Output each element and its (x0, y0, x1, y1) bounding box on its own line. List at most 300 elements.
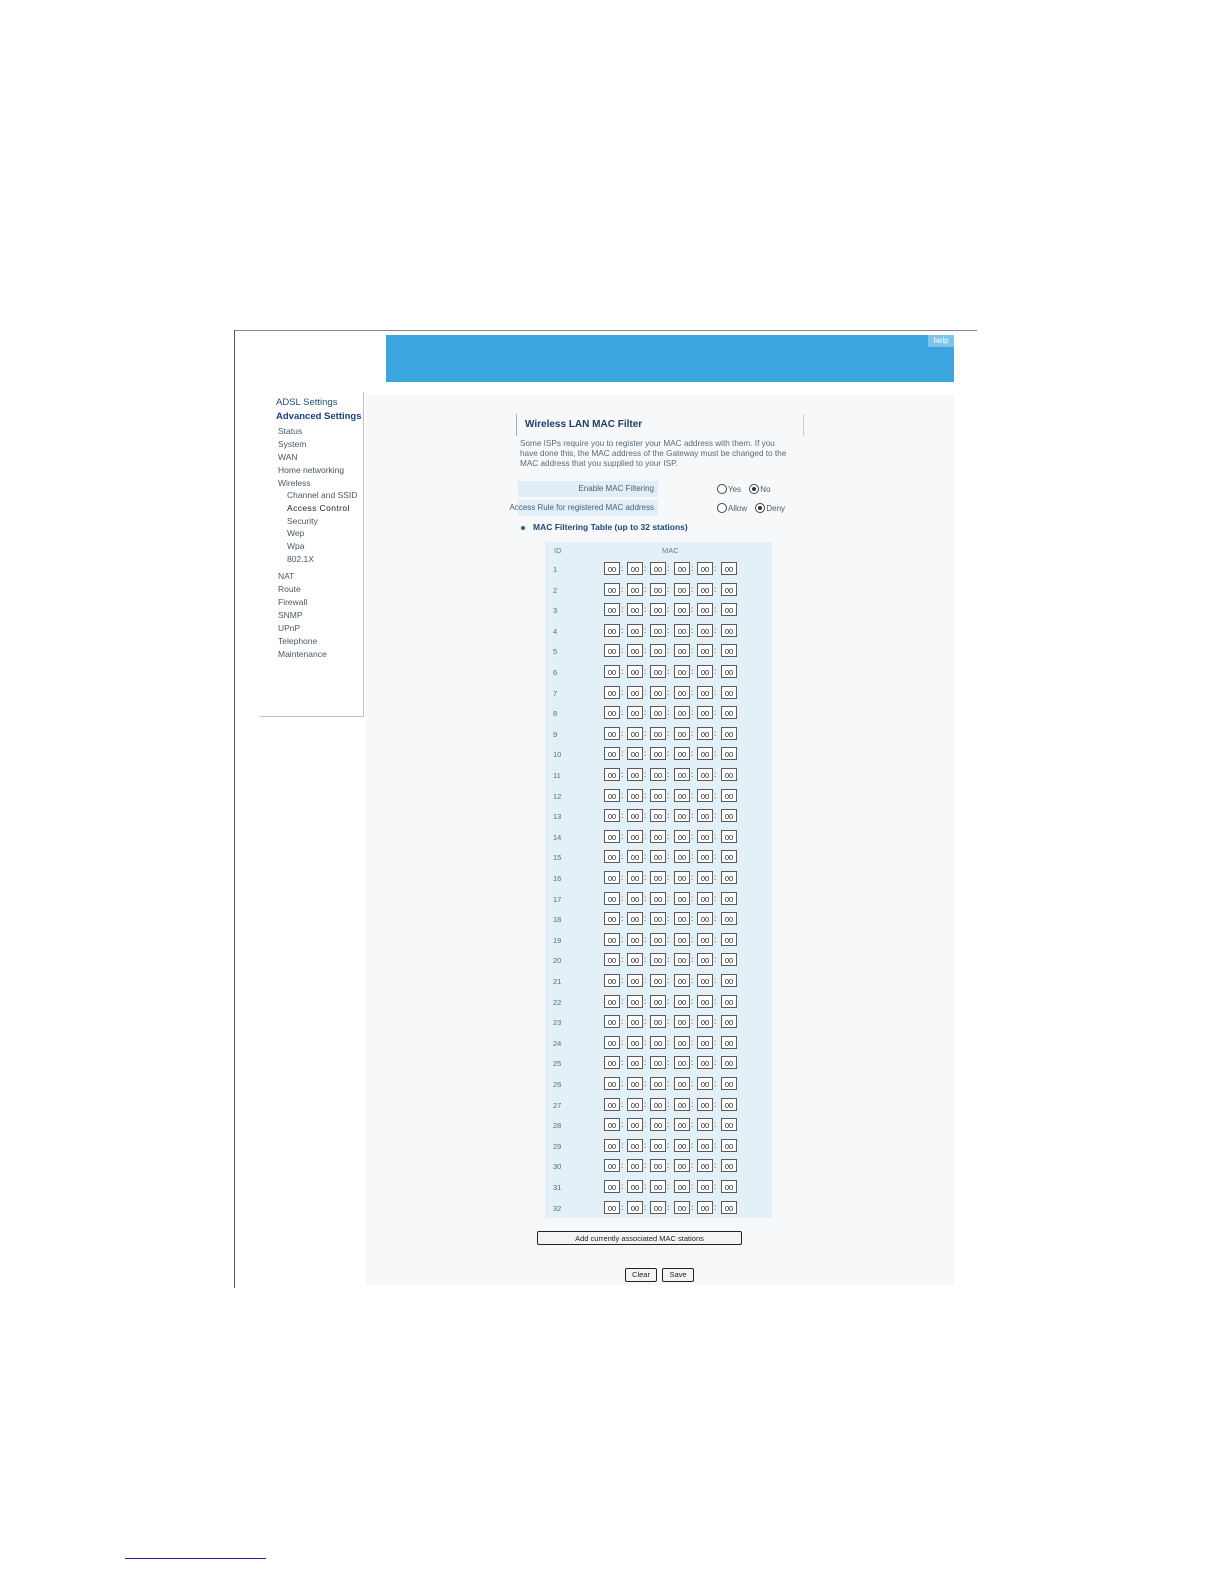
header-banner (386, 335, 954, 382)
mac-octet-input[interactable]: 00 (674, 1036, 690, 1049)
mac-octet-input[interactable]: 00 (650, 830, 666, 843)
mac-octet-input[interactable]: 00 (697, 1077, 713, 1090)
mac-octet-input[interactable]: 00 (674, 686, 690, 699)
nav-subitem-security[interactable]: Security (287, 515, 318, 526)
mac-octet-input[interactable]: 00 (721, 974, 737, 987)
rule-deny-radio[interactable] (755, 503, 765, 513)
mac-octet-input[interactable]: 00 (650, 1015, 666, 1028)
mac-separator: : (691, 1202, 694, 1212)
mac-separator: : (621, 1037, 624, 1047)
mac-separator: : (644, 873, 647, 882)
mac-octet-input[interactable]: 00 (650, 727, 666, 740)
mac-octet-input[interactable]: 00 (627, 665, 643, 678)
nav-adsl-settings[interactable]: ADSL Settings (276, 397, 338, 408)
mac-octet-input[interactable]: 00 (650, 995, 666, 1008)
mac-octet-input[interactable]: 00 (697, 892, 713, 905)
mac-octet-input[interactable]: 00 (627, 727, 643, 740)
mac-separator: : (667, 687, 670, 697)
mac-octet-input[interactable]: 00 (721, 1159, 737, 1172)
mac-octet-input[interactable]: 00 (697, 624, 713, 637)
mac-octet-input[interactable]: 00 (627, 995, 643, 1008)
mac-octet-input[interactable]: 00 (674, 706, 690, 719)
mac-octet-input[interactable]: 00 (674, 768, 690, 781)
mac-table-heading-text: MAC Filtering Table (up to 32 stations) (533, 522, 688, 532)
mac-octet-input[interactable]: 00 (604, 583, 620, 596)
mac-octet-input[interactable]: 00 (627, 953, 643, 966)
mac-row-id: 2 (553, 585, 558, 595)
mac-octet-input[interactable]: 00 (650, 706, 666, 719)
mac-octet-input[interactable]: 00 (627, 644, 643, 657)
mac-separator: : (667, 811, 670, 821)
mac-octet-input[interactable]: 00 (697, 665, 713, 678)
mac-separator: : (714, 955, 717, 965)
mac-separator: : (621, 955, 624, 965)
mac-separator: : (644, 852, 647, 862)
mac-octet-input[interactable]: 00 (604, 1036, 620, 1049)
mac-row-id: 9 (553, 729, 558, 739)
mac-octet-input[interactable]: 00 (604, 603, 620, 616)
bullet-icon (521, 526, 525, 530)
nav-item-system[interactable]: System (278, 438, 307, 449)
mac-octet-input[interactable]: 00 (697, 1036, 713, 1049)
mac-octet-input[interactable]: 00 (604, 665, 620, 678)
mac-octet-input[interactable]: 00 (674, 1118, 690, 1131)
mac-octet-input[interactable]: 00 (604, 1077, 620, 1090)
mac-octet-input[interactable]: 00 (604, 1098, 620, 1111)
mac-octet-input[interactable]: 00 (674, 850, 690, 863)
nav-item-wan[interactable]: WAN (278, 451, 298, 462)
mac-octet-input[interactable]: 00 (674, 953, 690, 966)
mac-octet-input[interactable]: 00 (650, 1098, 666, 1111)
mac-octet-input[interactable]: 00 (627, 1015, 643, 1028)
mac-octet-input[interactable]: 00 (627, 1036, 643, 1049)
mac-octet-input[interactable]: 00 (697, 830, 713, 843)
mac-octet-input[interactable]: 00 (721, 1015, 737, 1028)
mac-octet-input[interactable]: 00 (650, 1159, 666, 1172)
mac-octet-input[interactable]: 00 (721, 706, 737, 719)
mac-separator: : (621, 873, 624, 882)
mac-octet-input[interactable]: 00 (650, 686, 666, 699)
mac-octet-input[interactable]: 00 (674, 1098, 690, 1111)
mac-octet-input[interactable]: 00 (650, 665, 666, 678)
mac-octet-input[interactable]: 00 (674, 933, 690, 946)
help-button[interactable]: help (928, 335, 954, 347)
mac-octet-input[interactable]: 00 (697, 1139, 713, 1152)
mac-octet-input[interactable]: 00 (604, 933, 620, 946)
mac-separator: : (714, 873, 717, 882)
mac-octet-input[interactable]: 00 (604, 995, 620, 1008)
mac-octet-input[interactable]: 00 (650, 1139, 666, 1152)
mac-separator: : (714, 1017, 717, 1027)
mac-row-id: 6 (553, 668, 558, 677)
mac-octet-input[interactable]: 00 (627, 1201, 643, 1214)
mac-octet-input[interactable]: 00 (604, 850, 620, 863)
mac-octet-input[interactable]: 00 (604, 789, 620, 802)
mac-octet-input[interactable]: 00 (697, 871, 713, 884)
nav-item-upnp[interactable]: UPnP (278, 623, 301, 633)
mac-octet-input[interactable]: 00 (627, 892, 643, 905)
mac-octet-input[interactable]: 00 (650, 850, 666, 863)
mac-octet-input[interactable]: 00 (604, 830, 620, 843)
mac-octet-input[interactable]: 00 (650, 747, 666, 760)
mac-octet-input[interactable]: 00 (721, 747, 737, 760)
mac-octet-input[interactable]: 00 (627, 1139, 643, 1152)
mac-octet-input[interactable]: 00 (627, 768, 643, 781)
mac-table-row (545, 662, 772, 683)
mac-octet-input[interactable]: 00 (674, 995, 690, 1008)
mac-row-id: 20 (553, 956, 562, 966)
mac-octet-input[interactable]: 00 (721, 686, 737, 699)
mac-octet-input[interactable]: 00 (650, 1036, 666, 1049)
mac-octet-input[interactable]: 00 (674, 1056, 690, 1069)
mac-separator: : (667, 976, 670, 985)
mac-separator: : (667, 770, 670, 779)
enable-no-radio[interactable] (749, 484, 759, 494)
mac-separator: : (644, 831, 647, 841)
mac-separator: : (667, 1182, 670, 1191)
mac-octet-input[interactable]: 00 (627, 912, 643, 925)
mac-octet-input[interactable]: 00 (650, 1180, 666, 1193)
add-associated-stations-button[interactable]: Add currently associated MAC stations (537, 1231, 742, 1245)
mac-table-row (545, 559, 772, 580)
mac-table-row (545, 847, 772, 868)
nav-item-home-networking[interactable]: Home networking (278, 464, 345, 475)
mac-octet-input[interactable]: 00 (697, 768, 713, 781)
mac-octet-input[interactable]: 00 (697, 974, 713, 987)
mac-octet-input[interactable]: 00 (721, 809, 737, 822)
mac-separator: : (644, 1120, 647, 1130)
mac-octet-input[interactable]: 00 (721, 953, 737, 966)
mac-octet-input[interactable]: 00 (721, 1056, 737, 1069)
mac-separator: : (691, 955, 694, 965)
mac-separator: : (621, 584, 624, 594)
mac-octet-input[interactable]: 00 (697, 747, 713, 760)
mac-octet-input[interactable]: 00 (697, 850, 713, 863)
mac-octet-input[interactable]: 00 (697, 1180, 713, 1193)
mac-octet-input[interactable]: 00 (721, 1180, 737, 1193)
mac-octet-input[interactable]: 00 (627, 809, 643, 822)
mac-octet-input[interactable]: 00 (721, 1098, 737, 1111)
mac-octet-input[interactable]: 00 (674, 1159, 690, 1172)
mac-octet-input[interactable]: 00 (721, 1036, 737, 1049)
mac-octet-input[interactable]: 00 (674, 912, 690, 925)
mac-octet-input[interactable]: 00 (697, 789, 713, 802)
mac-octet-input[interactable]: 00 (697, 706, 713, 719)
mac-separator: : (621, 1182, 624, 1191)
mac-octet-input[interactable]: 00 (604, 809, 620, 822)
mac-octet-input[interactable]: 00 (721, 583, 737, 596)
mac-octet-input[interactable]: 00 (650, 624, 666, 637)
save-button[interactable]: Save (662, 1268, 694, 1282)
mac-separator: : (644, 1037, 647, 1047)
mac-octet-input[interactable]: 00 (721, 644, 737, 657)
mac-octet-input[interactable]: 00 (674, 727, 690, 740)
mac-separator: : (667, 790, 670, 800)
mac-octet-input[interactable]: 00 (604, 562, 620, 575)
clear-button[interactable]: Clear (625, 1268, 657, 1282)
nav-item-telephone[interactable]: Telephone (278, 636, 318, 646)
mac-octet-input[interactable]: 00 (721, 871, 737, 884)
mac-octet-input[interactable]: 00 (604, 871, 620, 884)
mac-octet-input[interactable]: 00 (697, 933, 713, 946)
mac-octet-input[interactable]: 00 (627, 686, 643, 699)
mac-octet-input[interactable]: 00 (674, 1077, 690, 1090)
mac-octet-input[interactable]: 00 (674, 624, 690, 637)
mac-octet-input[interactable]: 00 (721, 727, 737, 740)
mac-octet-input[interactable]: 00 (604, 1180, 620, 1193)
mac-table-row (545, 1033, 772, 1054)
screenshot-frame-left (234, 330, 235, 1288)
nav-advanced-settings[interactable]: Advanced Settings (276, 411, 362, 422)
mac-row-id: 16 (553, 874, 562, 883)
mac-octet-input[interactable]: 00 (721, 1201, 737, 1214)
mac-octet-input[interactable]: 00 (674, 603, 690, 616)
mac-octet-input[interactable]: 00 (697, 583, 713, 596)
mac-octet-input[interactable]: 00 (650, 1118, 666, 1131)
mac-octet-input[interactable]: 00 (674, 830, 690, 843)
mac-octet-input[interactable]: 00 (627, 1159, 643, 1172)
mac-separator: : (667, 1017, 670, 1027)
mac-separator: : (691, 584, 694, 594)
mac-octet-input[interactable]: 00 (604, 686, 620, 699)
mac-separator: : (644, 564, 647, 573)
nav-item-nat[interactable]: NAT (278, 571, 295, 581)
mac-separator: : (691, 934, 694, 944)
mac-separator: : (691, 976, 694, 985)
mac-octet-input[interactable]: 00 (674, 1180, 690, 1193)
mac-octet-input[interactable]: 00 (604, 1118, 620, 1131)
mac-octet-input[interactable]: 00 (721, 562, 737, 575)
mac-octet-input[interactable]: 00 (674, 583, 690, 596)
mac-separator: : (667, 934, 670, 944)
mac-separator: : (644, 976, 647, 985)
mac-table-row (545, 786, 772, 807)
mac-octet-input[interactable]: 00 (604, 747, 620, 760)
mac-octet-input[interactable]: 00 (721, 665, 737, 678)
mac-octet-input[interactable]: 00 (697, 912, 713, 925)
mac-octet-input[interactable]: 00 (604, 1159, 620, 1172)
mac-octet-input[interactable]: 00 (650, 644, 666, 657)
mac-octet-input[interactable]: 00 (721, 892, 737, 905)
mac-separator: : (644, 996, 647, 1006)
mac-separator: : (714, 976, 717, 985)
mac-octet-input[interactable]: 00 (721, 830, 737, 843)
nav-item-maintenance[interactable]: Maintenance (278, 649, 327, 659)
mac-separator: : (621, 1017, 624, 1027)
mac-octet-input[interactable]: 00 (604, 727, 620, 740)
mac-octet-input[interactable]: 00 (627, 1077, 643, 1090)
mac-octet-input[interactable]: 00 (721, 995, 737, 1008)
mac-octet-input[interactable]: 00 (604, 912, 620, 925)
mac-octet-input[interactable]: 00 (604, 974, 620, 987)
mac-octet-input[interactable]: 00 (604, 1015, 620, 1028)
mac-octet-input[interactable]: 00 (674, 789, 690, 802)
mac-octet-input[interactable]: 00 (697, 644, 713, 657)
mac-separator: : (691, 646, 694, 656)
nav-item-route[interactable]: Route (278, 584, 301, 594)
mac-octet-input[interactable]: 00 (674, 974, 690, 987)
mac-octet-input[interactable]: 00 (721, 933, 737, 946)
access-rule-label: Access Rule for registered MAC address (509, 503, 654, 512)
rule-deny-label: Deny (766, 503, 786, 513)
mac-octet-input[interactable]: 00 (674, 1201, 690, 1214)
mac-row-id: 30 (553, 1162, 562, 1172)
nav-subitem-channel-and-ssid[interactable]: Channel and SSID (287, 490, 358, 500)
mac-octet-input[interactable]: 00 (604, 644, 620, 657)
mac-separator: : (691, 811, 694, 821)
mac-octet-input[interactable]: 00 (604, 892, 620, 905)
mac-octet-input[interactable]: 00 (627, 706, 643, 719)
mac-octet-input[interactable]: 00 (697, 1159, 713, 1172)
mac-separator: : (644, 811, 647, 821)
mac-octet-input[interactable]: 00 (697, 1056, 713, 1069)
mac-octet-input[interactable]: 00 (674, 809, 690, 822)
mac-octet-input[interactable]: 00 (674, 871, 690, 884)
nav-subitem-access-control[interactable]: Access Control (287, 502, 350, 513)
mac-octet-input[interactable]: 00 (650, 562, 666, 575)
mac-octet-input[interactable]: 00 (650, 892, 666, 905)
mac-octet-input[interactable]: 00 (627, 562, 643, 575)
mac-octet-input[interactable]: 00 (627, 850, 643, 863)
mac-separator: : (644, 584, 647, 594)
mac-separator: : (621, 893, 624, 903)
mac-octet-input[interactable]: 00 (697, 1098, 713, 1111)
mac-separator: : (714, 770, 717, 779)
mac-separator: : (667, 1037, 670, 1047)
mac-octet-input[interactable]: 00 (650, 1201, 666, 1214)
mac-octet-input[interactable]: 00 (721, 1077, 737, 1090)
mac-separator: : (621, 564, 624, 573)
mac-separator: : (691, 770, 694, 779)
mac-separator: : (691, 1182, 694, 1191)
mac-octet-input[interactable]: 00 (650, 768, 666, 781)
mac-octet-input[interactable]: 00 (650, 809, 666, 822)
mac-octet-input[interactable]: 00 (604, 1201, 620, 1214)
mac-separator: : (714, 852, 717, 862)
nav-subitem-802-1x[interactable]: 802.1X (287, 554, 314, 564)
nav-subitem-wpa[interactable]: Wpa (287, 541, 305, 552)
mac-octet-input[interactable]: 00 (650, 953, 666, 966)
mac-octet-input[interactable]: 00 (697, 953, 713, 966)
mac-row-id: 26 (553, 1080, 562, 1089)
mac-octet-input[interactable]: 00 (697, 1201, 713, 1214)
mac-octet-input[interactable]: 00 (604, 624, 620, 637)
mac-separator: : (621, 625, 624, 635)
nav-item-status[interactable]: Status (278, 426, 303, 436)
mac-separator: : (644, 1099, 647, 1109)
mac-separator: : (691, 1079, 694, 1088)
mac-row-id: 12 (553, 791, 562, 801)
mac-separator: : (667, 1202, 670, 1212)
enable-yes-radio[interactable] (717, 484, 727, 494)
mac-octet-input[interactable]: 00 (697, 809, 713, 822)
mac-octet-input[interactable]: 00 (650, 974, 666, 987)
mac-octet-input[interactable]: 00 (674, 562, 690, 575)
mac-octet-input[interactable]: 00 (650, 912, 666, 925)
mac-octet-input[interactable]: 00 (674, 665, 690, 678)
mac-octet-input[interactable]: 00 (627, 1098, 643, 1111)
mac-octet-input[interactable]: 00 (721, 624, 737, 637)
mac-octet-input[interactable]: 00 (627, 1180, 643, 1193)
mac-octet-input[interactable]: 00 (697, 686, 713, 699)
mac-octet-input[interactable]: 00 (674, 644, 690, 657)
mac-separator: : (714, 708, 717, 718)
mac-octet-input[interactable]: 00 (721, 912, 737, 925)
mac-octet-input[interactable]: 00 (627, 1056, 643, 1069)
mac-octet-input[interactable]: 00 (627, 1118, 643, 1131)
mac-octet-input[interactable]: 00 (697, 1118, 713, 1131)
mac-octet-input[interactable]: 00 (650, 1056, 666, 1069)
mac-octet-input[interactable]: 00 (697, 727, 713, 740)
mac-separator: : (621, 1202, 624, 1212)
mac-separator: : (667, 1079, 670, 1088)
rule-allow-radio[interactable] (717, 503, 727, 513)
mac-octet-input[interactable]: 00 (721, 768, 737, 781)
mac-octet-input[interactable]: 00 (650, 603, 666, 616)
mac-octet-input[interactable]: 00 (604, 768, 620, 781)
mac-octet-input[interactable]: 00 (627, 830, 643, 843)
mac-octet-input[interactable]: 00 (721, 850, 737, 863)
mac-octet-input[interactable]: 00 (627, 871, 643, 884)
nav-subitem-wep[interactable]: Wep (287, 528, 305, 539)
mac-octet-input[interactable]: 00 (721, 789, 737, 802)
mac-octet-input[interactable]: 00 (650, 789, 666, 802)
mac-octet-input[interactable]: 00 (697, 995, 713, 1008)
nav-item-firewall[interactable]: Firewall (278, 597, 308, 607)
mac-separator: : (714, 934, 717, 944)
mac-separator: : (621, 976, 624, 985)
mac-octet-input[interactable]: 00 (721, 1118, 737, 1131)
nav-item-wireless[interactable]: Wireless (278, 477, 311, 488)
mac-separator: : (714, 831, 717, 841)
mac-octet-input[interactable]: 00 (650, 583, 666, 596)
mac-octet-input[interactable]: 00 (604, 1139, 620, 1152)
mac-octet-input[interactable]: 00 (721, 1139, 737, 1152)
mac-separator: : (644, 605, 647, 615)
mac-octet-input[interactable]: 00 (627, 624, 643, 637)
mac-octet-input[interactable]: 00 (627, 933, 643, 946)
mac-octet-input[interactable]: 00 (721, 603, 737, 616)
mac-octet-input[interactable]: 00 (627, 747, 643, 760)
mac-octet-input[interactable]: 00 (627, 603, 643, 616)
mac-octet-input[interactable]: 00 (650, 1077, 666, 1090)
mac-octet-input[interactable]: 00 (627, 789, 643, 802)
nav-item-snmp[interactable]: SNMP (278, 610, 303, 620)
mac-octet-input[interactable]: 00 (627, 974, 643, 987)
mac-octet-input[interactable]: 00 (627, 583, 643, 596)
mac-octet-input[interactable]: 00 (674, 1139, 690, 1152)
mac-separator: : (714, 790, 717, 800)
mac-octet-input[interactable]: 00 (697, 1015, 713, 1028)
mac-octet-input[interactable]: 00 (650, 933, 666, 946)
mac-octet-input[interactable]: 00 (604, 706, 620, 719)
mac-separator: : (621, 749, 624, 759)
mac-octet-input[interactable]: 00 (604, 953, 620, 966)
mac-octet-input[interactable]: 00 (674, 1015, 690, 1028)
mac-filter-table (545, 542, 772, 1218)
mac-separator: : (644, 1202, 647, 1212)
mac-octet-input[interactable]: 00 (697, 562, 713, 575)
mac-separator: : (621, 605, 624, 615)
mac-separator: : (691, 893, 694, 903)
mac-separator: : (621, 790, 624, 800)
mac-octet-input[interactable]: 00 (674, 747, 690, 760)
mac-octet-input[interactable]: 00 (604, 1056, 620, 1069)
mac-octet-input[interactable]: 00 (674, 892, 690, 905)
mac-table-row (545, 1136, 772, 1157)
mac-octet-input[interactable]: 00 (650, 871, 666, 884)
mac-octet-input[interactable]: 00 (697, 603, 713, 616)
